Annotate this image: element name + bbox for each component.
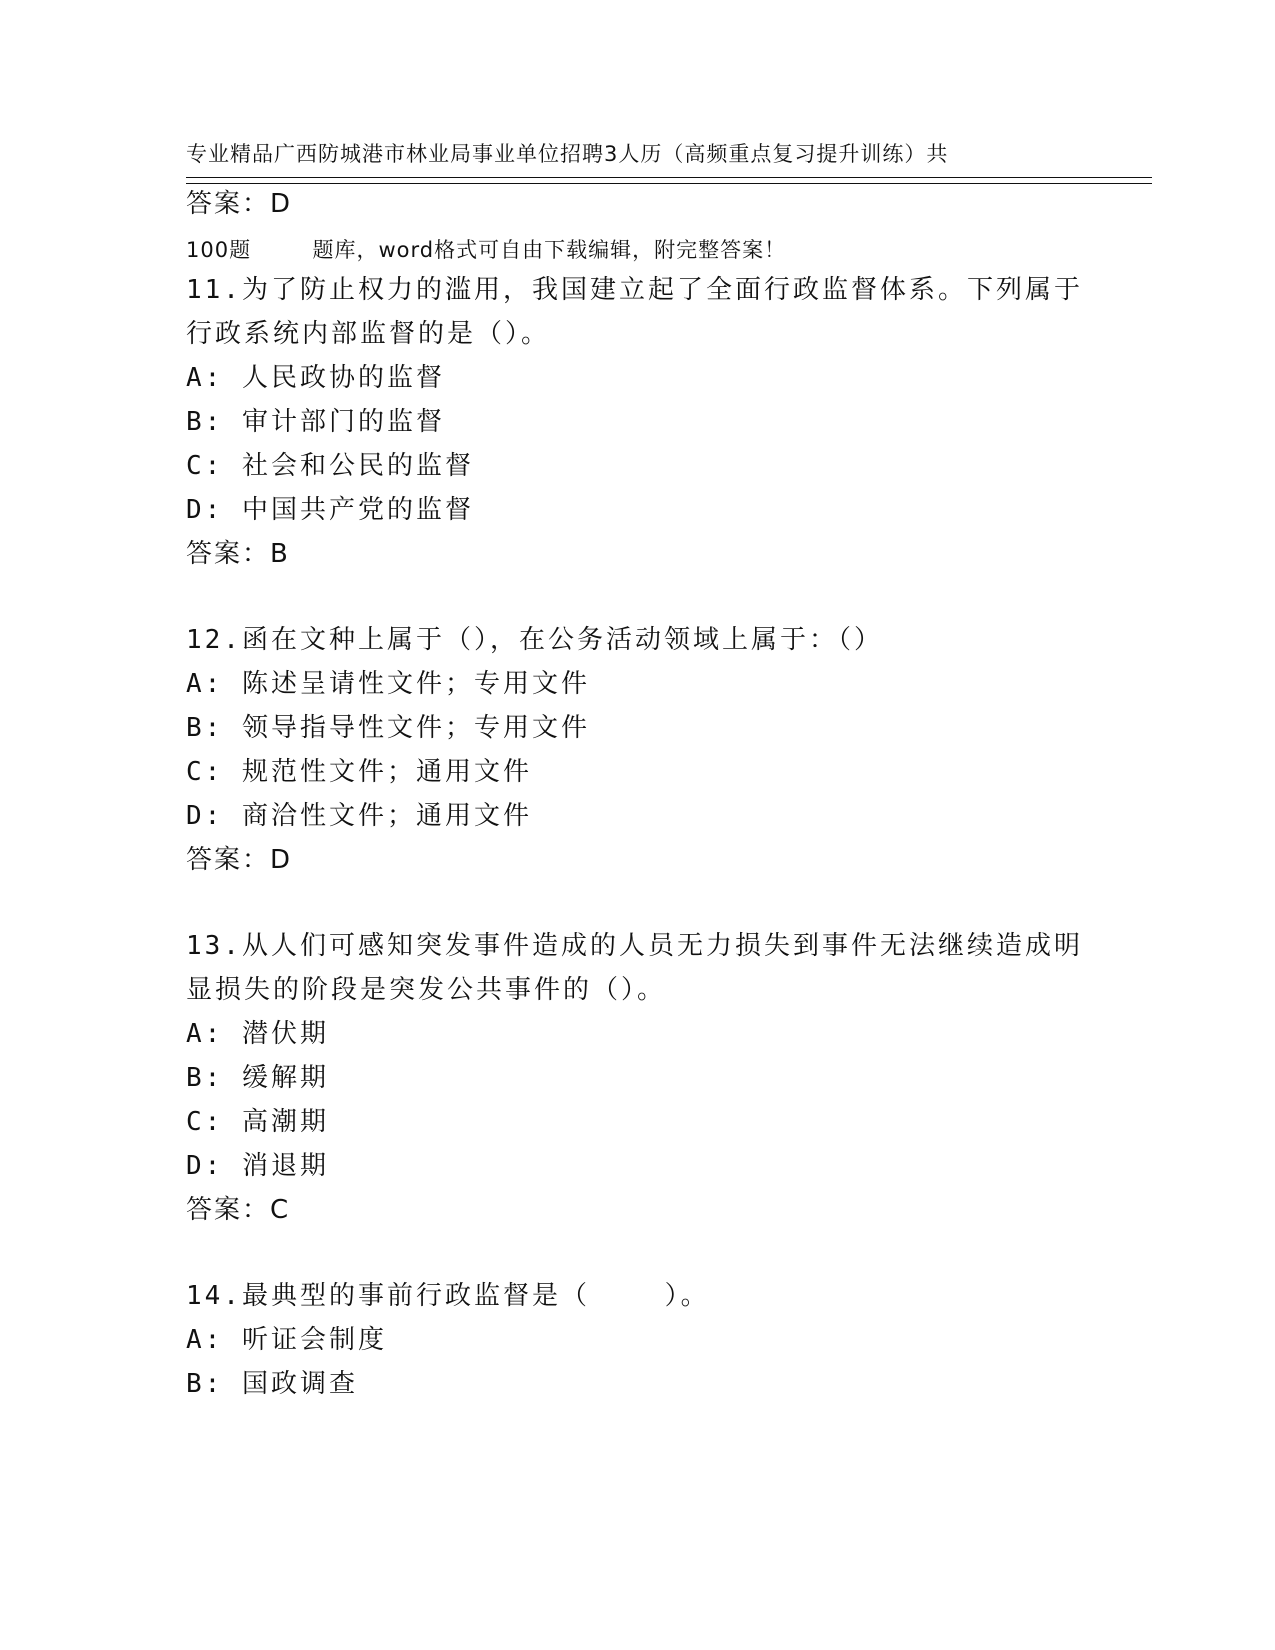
question-13-option-b: B: 缓解期	[186, 1063, 329, 1093]
question-13-text-line-2: 显损失的阶段是突发公共事件的（）。	[186, 975, 667, 1005]
question-11-answer: 答案：B	[186, 539, 290, 569]
question-14-option-b: B: 国政调查	[186, 1369, 358, 1399]
question-13-text-line-1: 13.从人们可感知突发事件造成的人员无力损失到事件无法继续造成明	[186, 931, 1083, 961]
question-11-text-line-1: 11.为了防止权力的滥用，我国建立起了全面行政监督体系。下列属于	[186, 275, 1083, 305]
question-11-option-a: A: 人民政协的监督	[186, 363, 445, 393]
question-12-option-a: A: 陈述呈请性文件；专用文件	[186, 669, 590, 699]
header-title-line-2: 100题 题库，word格式可自由下载编辑，附完整答案！	[186, 238, 787, 262]
question-13-option-c: C: 高潮期	[186, 1107, 329, 1137]
header-divider-bottom	[186, 183, 1152, 184]
question-12-option-d: D: 商洽性文件；通用文件	[186, 801, 532, 831]
question-11-option-c: C: 社会和公民的监督	[186, 451, 474, 481]
question-11-option-b: B: 审计部门的监督	[186, 407, 445, 437]
header-title-line-1: 专业精品广西防城港市林业局事业单位招聘3人历（高频重点复习提升训练）共	[186, 142, 949, 166]
question-12-option-b: B: 领导指导性文件；专用文件	[186, 713, 590, 743]
question-14-text-line-1: 14.最典型的事前行政监督是（ ）。	[186, 1281, 710, 1311]
question-11-text-line-2: 行政系统内部监督的是（）。	[186, 319, 551, 349]
question-13-answer: 答案：C	[186, 1195, 291, 1225]
header-divider-top	[186, 177, 1152, 178]
question-12-option-c: C: 规范性文件；通用文件	[186, 757, 532, 787]
previous-answer: 答案：D	[186, 189, 293, 219]
question-12-text-line-1: 12.函在文种上属于（），在公务活动领域上属于：（）	[186, 625, 883, 655]
question-13-option-a: A: 潜伏期	[186, 1019, 329, 1049]
question-13-option-d: D: 消退期	[186, 1151, 329, 1181]
question-14-option-a: A: 听证会制度	[186, 1325, 387, 1355]
question-11-option-d: D: 中国共产党的监督	[186, 495, 474, 525]
question-12-answer: 答案：D	[186, 845, 293, 875]
